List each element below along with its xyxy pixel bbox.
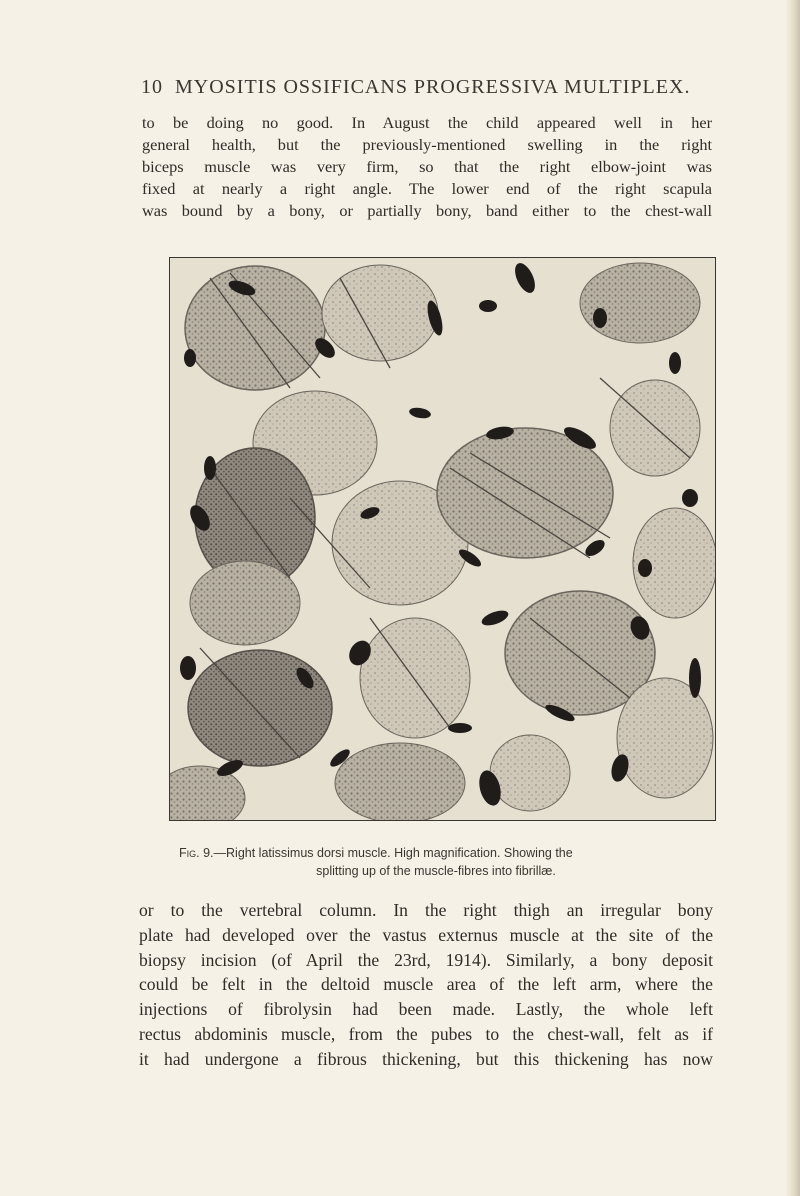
caption-line-1 xyxy=(179,844,699,862)
text-line: biopsy incision (of April the 23rd, 1914). Similarly, a bony deposit xyxy=(139,949,713,970)
figure-caption xyxy=(179,844,699,880)
running-head xyxy=(141,76,701,99)
paragraph-top xyxy=(142,112,712,222)
paragraph-bottom xyxy=(139,898,713,1072)
text-line: injections of fibrolysin had been made. Lastly, the whole left xyxy=(139,999,713,1020)
text-line: biceps muscle was very firm, so that the right elbow-joint was xyxy=(142,157,712,176)
caption-text-1: —Right latissimus dorsi muscle. High magnification. Showing the xyxy=(213,846,573,860)
text-line: rectus abdominis muscle, from the pubes to the chest-wall, felt as if xyxy=(139,1023,713,1044)
text-line: could be felt in the deltoid muscle area of the left arm, where the xyxy=(139,974,713,995)
running-title: MYOSITIS OSSIFICANS PROGRESSIVA MULTIPLEX. xyxy=(175,76,691,98)
text-line: was bound by a bony, or partially bony, band either to the chest-wall xyxy=(142,201,712,220)
micrograph-illustration xyxy=(170,258,715,820)
text-line: it had undergone a fibrous thickening, but this thickening has now xyxy=(139,1048,713,1069)
text-line: plate had developed over the vastus externus muscle at the site of the xyxy=(139,924,713,945)
caption-line-2: splitting up of the muscle-fibres into fibrillæ. xyxy=(316,864,556,878)
text-line: fixed at nearly a right angle. The lower end of the right scapula xyxy=(142,179,712,198)
text-line: general health, but the previously-mentioned swelling in the right xyxy=(142,135,712,154)
text-line: or to the vertebral column. In the right thigh an irregular bony xyxy=(139,900,713,920)
figure-label: Fig. 9. xyxy=(179,846,214,860)
page-edge xyxy=(786,0,800,1196)
page-number: 10 xyxy=(141,76,163,98)
text-line: to be doing no good. In August the child appeared well in her xyxy=(142,113,712,132)
micrograph-figure xyxy=(169,257,716,821)
